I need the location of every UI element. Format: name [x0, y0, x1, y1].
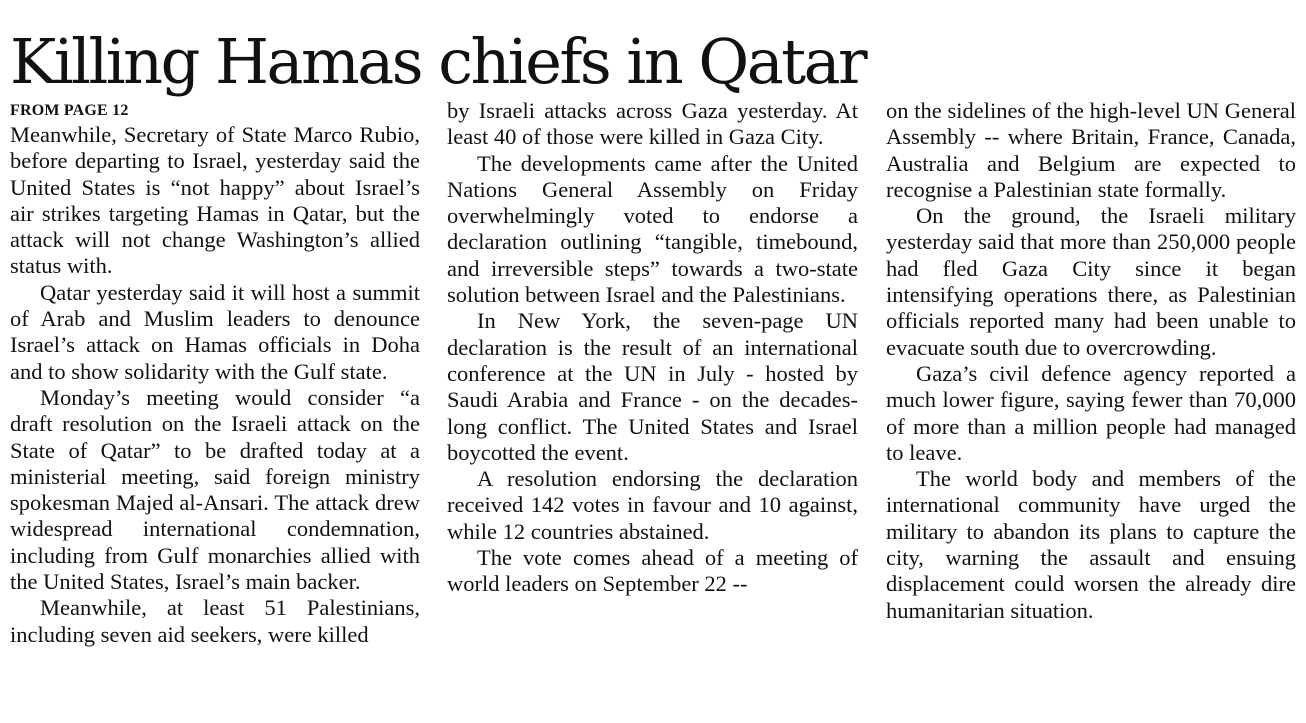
headline: Killing Hamas chiefs in Qatar: [10, 25, 866, 98]
paragraph: In New York, the seven-page UN declaration is the result of an international conference at the UN in July - hosted by Saudi Arabia and France - on the decades-long conflict. The United States and Israel boycotted the event.: [447, 308, 858, 465]
paragraph: Monday’s meeting would consider “a draft resolution on the Israeli attack on the State of Qatar” to be drafted today at a ministerial meeting, said foreign ministry spokesman Majed al-Ansari. The attack drew widespread international condemnation, including from Gulf monarchies allied with the United States, Israel’s main backer.: [10, 384, 420, 595]
paragraph: The developments came after the United Nations General Assembly on Friday overwhelmingly voted to endorse a declaration outlining “tangible, timebound, and irreversible steps” towards a two-state solution between Israel and the Palestinians.: [447, 150, 858, 308]
paragraph: The vote comes ahead of a meeting of world leaders on September 22 --: [447, 545, 858, 597]
article-column-2: [447, 98, 858, 598]
paragraph: Meanwhile, at least 51 Palestinians, including seven aid seekers, were killed: [10, 595, 420, 647]
paragraph: Gaza’s civil defence agency reported a much lower figure, saying fewer than 70,000 of more than a million people had managed to leave.: [886, 360, 1296, 465]
paragraph: by Israeli attacks across Gaza yesterday. At least 40 of those were killed in Gaza City.: [447, 98, 858, 150]
paragraph: Meanwhile, Secretary of State Marco Rubio, before departing to Israel, yesterday said the United States is “not happy” about Israel’s air strikes targeting Hamas in Qatar, but the attack will not change Washington’s allied status with.: [10, 122, 420, 279]
paragraph: A resolution endorsing the declaration received 142 votes in favour and 10 against, while 12 countries abstained.: [447, 466, 858, 544]
paragraph: The world body and members of the international community have urged the military to abandon its plans to capture the city, warning the assault and ensuing displacement could worsen the already dire humanitarian situation.: [886, 466, 1296, 623]
paragraph: On the ground, the Israeli military yesterday said that more than 250,000 people had fled Gaza City since it began intensifying operations there, as Palestinian officials reported many had been unable to evacuate south due to overcrowding.: [886, 203, 1296, 360]
paragraph: Qatar yesterday said it will host a summit of Arab and Muslim leaders to denounce Israel’s attack on Hamas officials in Doha and to show solidarity with the Gulf state.: [10, 279, 420, 384]
article-column-1: [10, 100, 420, 648]
paragraph: on the sidelines of the high-level UN General Assembly -- where Britain, France, Canada, Australia and Belgium are expected to recognise a Palestinian state formally.: [886, 98, 1296, 202]
article-column-3: [886, 98, 1296, 624]
dateline: FROM PAGE 12: [10, 102, 129, 119]
